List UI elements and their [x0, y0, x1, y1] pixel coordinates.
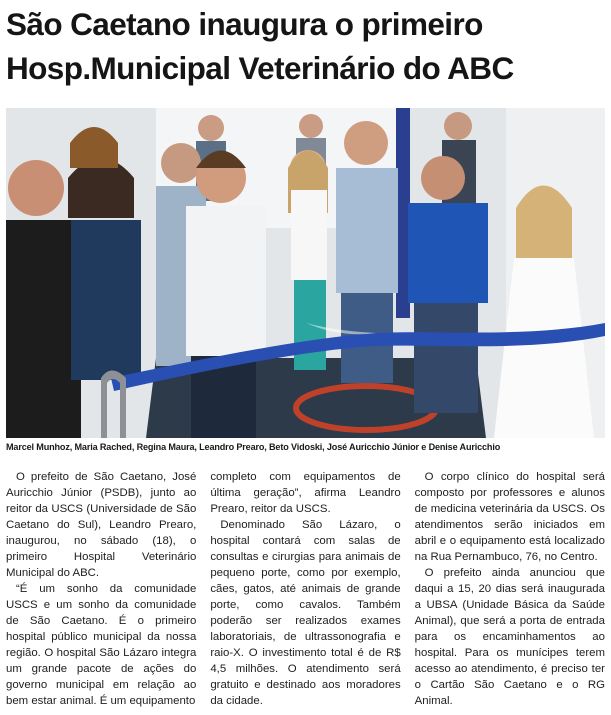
- article-body: [6, 469, 605, 713]
- headline-line-2: Hosp.Municipal Veterinário do ABC: [6, 50, 514, 86]
- article-column-3: [415, 469, 605, 713]
- article-paragraph: O prefeito de São Caetano, José Auricchio Júnior (PSDB), junto ao reitor da USCS (Universidade de São Caetano do Sul), Leandro Prearo, inaugurou, no sábado (18), o primeiro Hospital Veterinário Municipal do ABC.: [6, 471, 197, 579]
- article-column-1: [6, 469, 196, 713]
- photo-caption: Marcel Munhoz, Maria Rached, Regina Maura, Leandro Prearo, Beto Vidoski, José Auricchio Júnior e Denise Auricchio: [6, 442, 501, 452]
- ribbon-cutting-photo: [6, 108, 605, 438]
- article-paragraph: Denominado São Lázaro, o hospital contará com salas de consultas e cirurgias para animais de pequeno porte, como por exemplo, cães, gatos, até animais de grande porte, como cavalos. Também poderão ser realizados exames laboratoriais, de ultrassonografia e raio-X. O investimento total é de R$ 4,5 milhões. O atendimento será gratuito e destinado aos moradores da cidade.: [210, 519, 401, 707]
- article-paragraph: completo com equipamentos de última geração”, afirma Leandro Prearo, reitor da USCS.: [210, 471, 401, 515]
- article-paragraph: O prefeito ainda anunciou que daqui a 15, 20 dias será inaugurada a UBSA (Unidade Básica da Saúde Animal), que será a porta de entrada para os encaminhamentos ao hospital. Para os munícipes terem acesso ao atendimento, é preciso ter o Cartão São Caetano e o RG Animal.: [414, 567, 605, 707]
- headline-line-1: São Caetano inaugura o primeiro: [6, 6, 483, 42]
- article-paragraph: “É um sonho da comunidade USCS e um sonho da comunidade de São Caetano. É o primeiro hospital público municipal da nossa região. O hospital São Lázaro integra um grande pacote de ações do governo municipal em relação ao bem estar animal. É um equipamento: [6, 583, 197, 707]
- article-column-2: [210, 469, 400, 713]
- article-paragraph: O corpo clínico do hospital será composto por professores e alunos de medicina veterinária da USCS. Os atendimentos serão iniciados em abril e o equipamento está localizado na Rua Pernambuco, 76, no Centro.: [414, 471, 605, 563]
- article-headline: [6, 2, 606, 90]
